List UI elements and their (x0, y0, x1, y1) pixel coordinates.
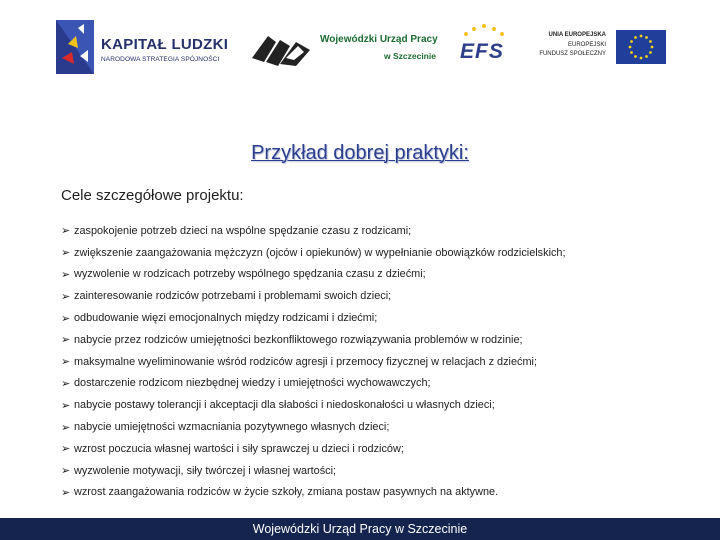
list-item (61, 264, 711, 286)
arrow-bullet-icon: ➢ (61, 486, 71, 499)
arrow-bullet-icon: ➢ (61, 443, 71, 456)
eu-flag-icon (616, 30, 666, 64)
footer-text: Wojewódzki Urząd Pracy w Szczecinie (252, 522, 468, 536)
list-item-text: nabycie przez rodziców umiejętności bezkonfliktowego rozwiązywania problemów w rodzinie; (74, 333, 523, 346)
list-item-text: wyzwolenie w rodzicach potrzeby wspólnego spędzania czasu z dziećmi; (74, 268, 426, 281)
section-subtitle: Cele szczegółowe projektu: (61, 187, 244, 204)
arrow-bullet-icon: ➢ (61, 421, 71, 434)
list-item (61, 438, 711, 460)
list-item (61, 351, 711, 373)
list-item-text: zainteresowanie rodziców potrzebami i problemami swoich dzieci; (74, 290, 392, 303)
wup-logo (250, 26, 440, 70)
kapital-ludzki-emblem-icon (54, 14, 98, 78)
wup-arrows-icon (250, 28, 314, 68)
arrow-bullet-icon: ➢ (61, 247, 71, 260)
list-item (61, 242, 711, 264)
eu-line1: UNIA EUROPEJSKA (548, 32, 606, 38)
list-item (61, 285, 711, 307)
list-item-text: odbudowanie więzi emocjonalnych między rodzicami i dziećmi; (74, 312, 378, 325)
list-item (61, 460, 711, 482)
goals-list (61, 220, 711, 503)
kapital-ludzki-title: KAPITAŁ LUDZKI (101, 36, 229, 53)
list-item-text: wzrost zaangażowania rodziców w życie szkoły, zmiana postaw pasywnych na aktywne. (74, 486, 499, 499)
list-item (61, 416, 711, 438)
list-item (61, 482, 711, 504)
page-title: Przykład dobrej praktyki: (251, 142, 469, 164)
kapital-ludzki-logo (54, 14, 234, 78)
list-item-text: nabycie umiejętności wzmacniania pozytywnego własnych dzieci; (74, 421, 390, 434)
arrow-bullet-icon: ➢ (61, 268, 71, 281)
arrow-bullet-icon: ➢ (61, 312, 71, 325)
list-item (61, 394, 711, 416)
list-item (61, 329, 711, 351)
efs-text: EFS (460, 40, 504, 63)
list-item (61, 307, 711, 329)
eu-logo (538, 30, 666, 66)
arrow-bullet-icon: ➢ (61, 377, 71, 390)
list-item-text: dostarczenie rodzicom niezbędnej wiedzy i umiejętności wychowawczych; (74, 377, 431, 390)
wup-name: Wojewódzki Urząd Pracy (320, 34, 438, 45)
arrow-bullet-icon: ➢ (61, 465, 71, 478)
kapital-ludzki-tagline: NARODOWA STRATEGIA SPÓJNOŚCI (101, 56, 220, 63)
arrow-bullet-icon: ➢ (61, 225, 71, 238)
efs-logo (458, 22, 514, 66)
footer-bar (0, 518, 720, 540)
list-item-text: zaspokojenie potrzeb dzieci na wspólne spędzanie czasu z rodzicami; (74, 224, 412, 237)
eu-line2: EUROPEJSKI (567, 42, 606, 48)
arrow-bullet-icon: ➢ (61, 399, 71, 412)
list-item (61, 373, 711, 395)
logo-bar (0, 0, 720, 96)
arrow-bullet-icon: ➢ (61, 356, 71, 369)
list-item-text: wyzwolenie motywacji, siły twórczej i własnej wartości; (74, 464, 337, 477)
wup-city: w Szczecinie (384, 51, 436, 61)
arrow-bullet-icon: ➢ (61, 290, 71, 303)
efs-stars-icon (458, 22, 514, 42)
eu-line3: FUNDUSZ SPOŁECZNY (539, 51, 606, 57)
list-item-text: zwiększenie zaangażowania mężczyzn (ojców i opiekunów) w wypełnianie obowiązków rodzicielskich; (74, 246, 566, 259)
list-item (61, 220, 711, 242)
list-item-text: nabycie postawy tolerancji i akceptacji dla słabości i niedoskonałości u własnych dzieci; (74, 399, 495, 412)
list-item-text: maksymalne wyeliminowanie wśród rodziców agresji i przemocy fizycznej w relacjach z dziećmi; (74, 355, 538, 368)
arrow-bullet-icon: ➢ (61, 334, 71, 347)
list-item-text: wzrost poczucia własnej wartości i siły sprawczej u dzieci i rodziców; (74, 442, 404, 455)
